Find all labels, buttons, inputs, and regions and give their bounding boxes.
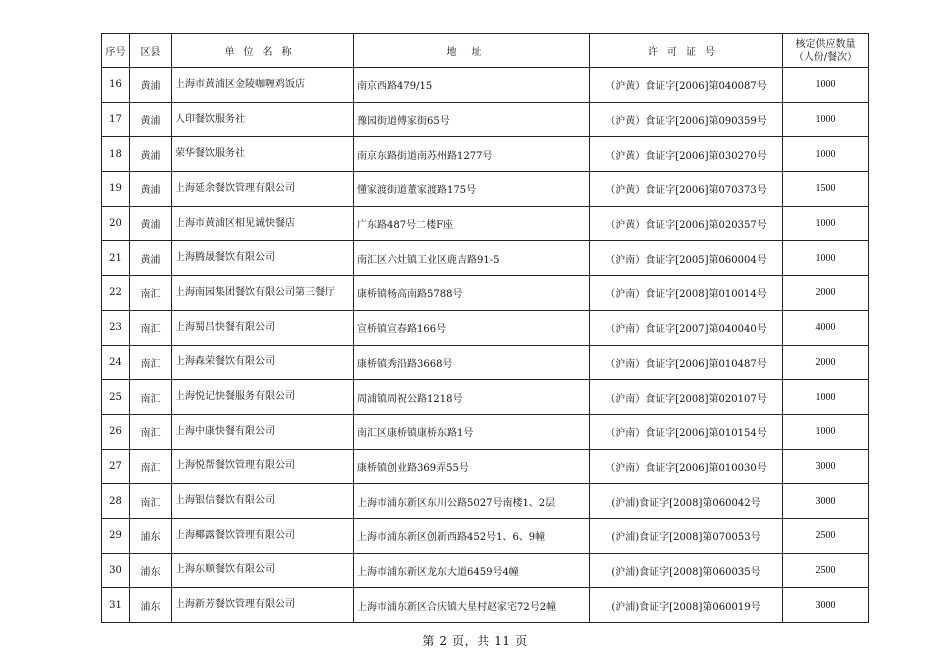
cell-address: 康桥镇秀沿路3668号 <box>354 345 590 380</box>
table-row <box>102 345 869 380</box>
cell-unit-name: 上海市黄浦区金陵咖喱鸡饭店 <box>172 68 354 103</box>
cell-address: 上海市浦东新区合庆镇大星村赵家宅72号2幢 <box>354 588 590 623</box>
cell-district: 黄浦 <box>130 206 172 241</box>
cell-district: 浦东 <box>130 588 172 623</box>
cell-capacity: 1000 <box>783 414 869 449</box>
cell-address: 上海市浦东新区创新西路452号1、6、9幢 <box>354 518 590 553</box>
cell-license: （沪南）食证字[2006]第010154号 <box>590 414 783 449</box>
cell-capacity: 2500 <box>783 518 869 553</box>
table-row <box>102 206 869 241</box>
cell-index: 18 <box>102 137 130 172</box>
cell-address: 康桥镇杨高南路5788号 <box>354 276 590 311</box>
cell-unit-name: 上海悦记快餐服务有限公司 <box>172 380 354 415</box>
cell-district: 黄浦 <box>130 137 172 172</box>
cell-license: (沪浦)食证字[2008]第070053号 <box>590 518 783 553</box>
cell-index: 16 <box>102 68 130 103</box>
cell-capacity: 1000 <box>783 380 869 415</box>
header-unit-name: 单位名称 <box>172 34 354 68</box>
cell-license: （沪南）食证字[2006]第010030号 <box>590 449 783 484</box>
cell-address: 周浦镇周祝公路1218号 <box>354 380 590 415</box>
table-row <box>102 518 869 553</box>
cell-unit-name: 上海延余餐饮管理有限公司 <box>172 172 354 207</box>
header-capacity: 核定供应数量（人份/餐次） <box>783 34 869 68</box>
table-row <box>102 310 869 345</box>
cell-index: 23 <box>102 310 130 345</box>
cell-index: 30 <box>102 553 130 588</box>
cell-index: 19 <box>102 172 130 207</box>
cell-license: （沪黄）食证字[2006]第020357号 <box>590 206 783 241</box>
cell-district: 南汇 <box>130 310 172 345</box>
cell-district: 黄浦 <box>130 68 172 103</box>
page-footer: 第 2 页，共 11 页 <box>422 634 528 648</box>
cell-district: 黄浦 <box>130 172 172 207</box>
table-row <box>102 380 869 415</box>
header-district: 区县 <box>130 34 172 68</box>
cell-district: 南汇 <box>130 345 172 380</box>
cell-address: 懂家渡街道董家渡路175号 <box>354 172 590 207</box>
cell-capacity: 2000 <box>783 276 869 311</box>
cell-address: 康桥镇创业路369弄55号 <box>354 449 590 484</box>
table-row <box>102 276 869 311</box>
table-row <box>102 484 869 519</box>
cell-index: 22 <box>102 276 130 311</box>
cell-capacity: 3000 <box>783 449 869 484</box>
cell-address: 南汇区康桥镇康桥东路1号 <box>354 414 590 449</box>
cell-address: 上海市浦东新区龙东大道6459号4幢 <box>354 553 590 588</box>
cell-license: （沪南）食证字[2007]第040040号 <box>590 310 783 345</box>
cell-unit-name: 上海中康快餐有限公司 <box>172 414 354 449</box>
table-row <box>102 137 869 172</box>
cell-district: 黄浦 <box>130 241 172 276</box>
cell-capacity: 3000 <box>783 588 869 623</box>
cell-district: 浦东 <box>130 518 172 553</box>
cell-district: 南汇 <box>130 276 172 311</box>
cell-unit-name: 上海蜀吕快餐有限公司 <box>172 310 354 345</box>
cell-license: （沪黄）食证字[2006]第030270号 <box>590 137 783 172</box>
supplier-table <box>101 33 869 623</box>
cell-unit-name: 上海银信餐饮有限公司 <box>172 484 354 519</box>
cell-address: 南汇区六灶镇工业区鹿吉路91-5 <box>354 241 590 276</box>
table-body <box>102 68 869 623</box>
cell-license: （沪南）食证字[2008]第010014号 <box>590 276 783 311</box>
cell-capacity: 1500 <box>783 172 869 207</box>
cell-district: 南汇 <box>130 484 172 519</box>
cell-capacity: 1000 <box>783 68 869 103</box>
table-row <box>102 68 869 103</box>
table-row <box>102 449 869 484</box>
cell-unit-name: 上海森荣餐饮有限公司 <box>172 345 354 380</box>
cell-unit-name: 上海椰露餐饮管理有限公司 <box>172 518 354 553</box>
cell-unit-name: 人印餐饮服务社 <box>172 102 354 137</box>
cell-address: 广东路487号二楼F座 <box>354 206 590 241</box>
cell-capacity: 2500 <box>783 553 869 588</box>
cell-address: 南京东路街道南苏州路1277号 <box>354 137 590 172</box>
header-license: 许可证号 <box>590 34 783 68</box>
cell-index: 27 <box>102 449 130 484</box>
table-row <box>102 241 869 276</box>
cell-index: 17 <box>102 102 130 137</box>
cell-capacity: 4000 <box>783 310 869 345</box>
cell-license: (沪浦)食证字[2008]第060042号 <box>590 484 783 519</box>
cell-unit-name: 上海悦帮餐饮管理有限公司 <box>172 449 354 484</box>
cell-address: 豫园街道傅家街65号 <box>354 102 590 137</box>
cell-unit-name: 荣华餐饮服务社 <box>172 137 354 172</box>
cell-capacity: 3000 <box>783 484 869 519</box>
cell-license: （沪南）食证字[2005]第060004号 <box>590 241 783 276</box>
cell-address: 上海市浦东新区东川公路5027号南楼1、2层 <box>354 484 590 519</box>
cell-index: 20 <box>102 206 130 241</box>
cell-license: （沪黄）食证字[2006]第040087号 <box>590 68 783 103</box>
table-row <box>102 414 869 449</box>
table-row <box>102 588 869 623</box>
cell-index: 26 <box>102 414 130 449</box>
cell-district: 浦东 <box>130 553 172 588</box>
table-row <box>102 102 869 137</box>
cell-district: 黄浦 <box>130 102 172 137</box>
header-index: 序号 <box>102 34 130 68</box>
cell-license: (沪浦)食证字[2008]第060035号 <box>590 553 783 588</box>
cell-capacity: 1000 <box>783 102 869 137</box>
table-row <box>102 553 869 588</box>
cell-index: 25 <box>102 380 130 415</box>
cell-address: 南京西路479/15 <box>354 68 590 103</box>
cell-capacity: 1000 <box>783 206 869 241</box>
cell-index: 31 <box>102 588 130 623</box>
cell-index: 29 <box>102 518 130 553</box>
cell-license: (沪浦)食证字[2008]第060019号 <box>590 588 783 623</box>
cell-unit-name: 上海市黄浦区相见诚快餐店 <box>172 206 354 241</box>
cell-capacity: 2000 <box>783 345 869 380</box>
cell-address: 宣桥镇宣春路166号 <box>354 310 590 345</box>
table-row <box>102 172 869 207</box>
cell-license: （沪黄）食证字[2006]第070373号 <box>590 172 783 207</box>
header-address: 地址 <box>354 34 590 68</box>
cell-unit-name: 上海新芳餐饮管理有限公司 <box>172 588 354 623</box>
cell-index: 28 <box>102 484 130 519</box>
cell-unit-name: 上海南园集团餐饮有限公司第三餐厅 <box>172 276 354 311</box>
cell-unit-name: 上海东顺餐饮有限公司 <box>172 553 354 588</box>
cell-unit-name: 上海腾晟餐饮有限公司 <box>172 241 354 276</box>
cell-license: （沪黄）食证字[2006]第090359号 <box>590 102 783 137</box>
table-header-row <box>102 34 869 68</box>
cell-capacity: 1000 <box>783 137 869 172</box>
cell-district: 南汇 <box>130 414 172 449</box>
cell-index: 21 <box>102 241 130 276</box>
cell-license: （沪南）食证字[2006]第010487号 <box>590 345 783 380</box>
cell-capacity: 1000 <box>783 241 869 276</box>
cell-district: 南汇 <box>130 380 172 415</box>
cell-index: 24 <box>102 345 130 380</box>
cell-district: 南汇 <box>130 449 172 484</box>
cell-license: （沪南）食证字[2008]第020107号 <box>590 380 783 415</box>
